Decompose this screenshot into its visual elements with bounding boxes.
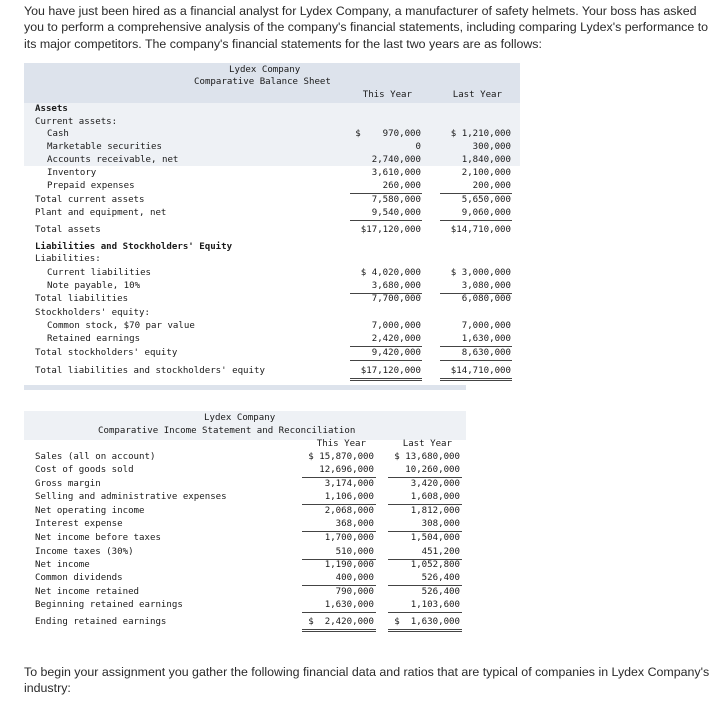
income-statement-row-label: Beginning retained earnings bbox=[35, 600, 183, 610]
balance-sheet-this-year-value: $ 4,020,000 bbox=[360, 268, 421, 278]
income-statement-last-year-value: 451,200 bbox=[421, 547, 460, 557]
balance-sheet-row-label: Total liabilities bbox=[35, 294, 129, 304]
balance-sheet-underline bbox=[440, 220, 512, 221]
balance-sheet-last-year-value: $ 1,210,000 bbox=[450, 129, 511, 139]
balance-sheet-this-year-value: 3,680,000 bbox=[371, 281, 421, 291]
income-statement-col-last-year: Last Year bbox=[402, 439, 452, 449]
income-statement-row-label: Net operating income bbox=[35, 506, 145, 516]
intro-paragraph: You have just been hired as a financial analyst for Lydex Company, a manufacturer of safety helmets. Your boss has asked you to perform a comprehensive analysis of the company's financial statements, including comparing Lydex's performance to its major competitors. The company's financial statements for the last two years are as follows: bbox=[24, 4, 709, 51]
income-statement-this-year-value: 368,000 bbox=[335, 519, 374, 529]
balance-sheet-this-year-value: 260,000 bbox=[382, 181, 421, 191]
balance-sheet-this-year-value: 7,700,000 bbox=[371, 294, 421, 304]
balance-sheet-double-underline bbox=[350, 380, 422, 381]
income-statement-row-label: Ending retained earnings bbox=[35, 617, 167, 627]
income-statement-underline bbox=[388, 585, 462, 586]
balance-sheet-underline bbox=[350, 193, 422, 194]
income-statement-underline bbox=[388, 504, 462, 505]
balance-sheet-col-this-year: This Year bbox=[362, 90, 412, 100]
balance-sheet-last-year-value: 6,080,000 bbox=[461, 294, 511, 304]
balance-sheet-this-year-value: $ 970,000 bbox=[355, 129, 421, 139]
balance-sheet-last-year-value: 7,000,000 bbox=[461, 321, 511, 331]
income-statement-last-year-value: 3,420,000 bbox=[410, 479, 460, 489]
income-statement-this-year-value: 1,106,000 bbox=[324, 492, 374, 502]
balance-sheet-col-last-year: Last Year bbox=[452, 90, 502, 100]
income-statement-row-label: Common dividends bbox=[35, 573, 123, 583]
balance-sheet-last-year-value: $ 3,000,000 bbox=[450, 268, 511, 278]
balance-sheet-last-year-value: 3,080,000 bbox=[461, 281, 511, 291]
income-statement-this-year-value: $ 15,870,000 bbox=[308, 452, 374, 462]
balance-sheet-row-label: Total current assets bbox=[35, 195, 145, 205]
balance-sheet-row-label: Current liabilities bbox=[47, 268, 152, 278]
income-statement-last-year-value: 1,504,000 bbox=[410, 533, 460, 543]
income-statement-top-band bbox=[24, 385, 466, 390]
balance-sheet-last-year-value: $14,710,000 bbox=[450, 225, 511, 235]
income-statement-last-year-value: 526,400 bbox=[421, 587, 460, 597]
balance-sheet-row-label: Prepaid expenses bbox=[47, 181, 135, 191]
income-statement-this-year-value: 3,174,000 bbox=[324, 479, 374, 489]
balance-sheet-underline bbox=[350, 346, 422, 347]
balance-sheet-underline bbox=[350, 360, 422, 361]
balance-sheet-this-year-value: 2,740,000 bbox=[371, 155, 421, 165]
income-statement-underline bbox=[302, 585, 376, 586]
balance-sheet-double-underline bbox=[350, 378, 422, 379]
balance-sheet-row-label: Inventory bbox=[47, 168, 97, 178]
income-statement-underline bbox=[388, 477, 462, 478]
income-statement-underline bbox=[388, 612, 462, 613]
balance-sheet-row-label: Assets bbox=[35, 104, 68, 114]
income-statement-row-label: Gross margin bbox=[35, 479, 101, 489]
balance-sheet-row-label: Current assets: bbox=[35, 117, 118, 127]
income-statement-this-year-value: 1,190,000 bbox=[324, 560, 374, 570]
income-statement-last-year-value: 526,400 bbox=[421, 573, 460, 583]
balance-sheet-row-label: Common stock, $70 par value bbox=[47, 321, 195, 331]
income-statement-row-label: Selling and administrative expenses bbox=[35, 492, 227, 502]
income-statement-last-year-value: 1,103,600 bbox=[410, 600, 460, 610]
balance-sheet-title: Comparative Balance Sheet bbox=[194, 77, 331, 87]
balance-sheet-underline bbox=[440, 346, 512, 347]
balance-sheet-row-label: Retained earnings bbox=[47, 334, 141, 344]
income-statement-underline bbox=[388, 531, 462, 532]
income-statement-last-year-value: $ 13,680,000 bbox=[394, 452, 460, 462]
income-statement-double-underline bbox=[302, 629, 376, 630]
balance-sheet-this-year-value: $17,120,000 bbox=[360, 225, 421, 235]
income-statement-col-this-year: This Year bbox=[316, 439, 366, 449]
income-statement-last-year-value: 308,000 bbox=[421, 519, 460, 529]
balance-sheet-last-year-value: 8,630,000 bbox=[461, 348, 511, 358]
income-statement-this-year-value: 400,000 bbox=[335, 573, 374, 583]
income-statement-underline bbox=[302, 531, 376, 532]
income-statement-row-label: Cost of goods sold bbox=[35, 465, 134, 475]
balance-sheet-last-year-value: 9,060,000 bbox=[461, 208, 511, 218]
income-statement-last-year-value: 1,812,000 bbox=[410, 506, 460, 516]
balance-sheet-last-year-value: 1,840,000 bbox=[461, 155, 511, 165]
balance-sheet-row-label: Total liabilities and stockholders' equity bbox=[35, 366, 265, 376]
income-statement-title: Comparative Income Statement and Reconciliation bbox=[98, 426, 356, 436]
income-statement-double-underline bbox=[302, 631, 376, 632]
income-statement-double-underline bbox=[388, 629, 462, 630]
balance-sheet-table bbox=[24, 63, 520, 383]
income-statement-row-label: Net income bbox=[35, 560, 90, 570]
balance-sheet-row-label: Liabilities and Stockholders' Equity bbox=[35, 242, 233, 252]
balance-sheet-this-year-value: 7,000,000 bbox=[371, 321, 421, 331]
balance-sheet-company: Lydex Company bbox=[229, 65, 301, 75]
income-statement-this-year-value: 1,630,000 bbox=[324, 600, 374, 610]
balance-sheet-row-label: Marketable securities bbox=[47, 142, 162, 152]
balance-sheet-last-year-value: 200,000 bbox=[472, 181, 511, 191]
balance-sheet-double-underline bbox=[440, 380, 512, 381]
income-statement-double-underline bbox=[388, 631, 462, 632]
balance-sheet-row-label: Note payable, 10% bbox=[47, 281, 141, 291]
income-statement-last-year-value: 1,608,000 bbox=[410, 492, 460, 502]
income-statement-row-label: Net income retained bbox=[35, 587, 140, 597]
income-statement-underline bbox=[302, 612, 376, 613]
income-statement-underline bbox=[302, 477, 376, 478]
income-statement-this-year-value: 1,700,000 bbox=[324, 533, 374, 543]
balance-sheet-last-year-value: 5,650,000 bbox=[461, 195, 511, 205]
balance-sheet-double-underline bbox=[440, 378, 512, 379]
balance-sheet-last-year-value: 300,000 bbox=[472, 142, 511, 152]
balance-sheet-underline bbox=[440, 193, 512, 194]
income-statement-this-year-value: 510,000 bbox=[335, 547, 374, 557]
income-statement-company: Lydex Company bbox=[204, 413, 276, 423]
balance-sheet-last-year-value: 1,630,000 bbox=[461, 334, 511, 344]
income-statement-row-label: Income taxes (30%) bbox=[35, 547, 134, 557]
balance-sheet-row-label: Liabilities: bbox=[35, 254, 101, 264]
balance-sheet-row-label: Stockholders' equity: bbox=[35, 308, 150, 318]
balance-sheet-underline bbox=[350, 220, 422, 221]
balance-sheet-this-year-value: $17,120,000 bbox=[360, 366, 421, 376]
income-statement-last-year-value: 10,260,000 bbox=[405, 465, 460, 475]
income-statement-last-year-value: $ 1,630,000 bbox=[394, 617, 460, 627]
income-statement-this-year-value: $ 2,420,000 bbox=[308, 617, 374, 627]
balance-sheet-underline bbox=[440, 360, 512, 361]
balance-sheet-row-label: Accounts receivable, net bbox=[47, 155, 179, 165]
outro-paragraph: To begin your assignment you gather the following financial data and ratios that are typical of companies in Lydex Company's industry: bbox=[24, 665, 710, 696]
balance-sheet-row-label: Plant and equipment, net bbox=[35, 208, 167, 218]
income-statement-table bbox=[24, 385, 466, 635]
balance-sheet-this-year-value: 0 bbox=[415, 142, 421, 152]
income-statement-row-label: Net income before taxes bbox=[35, 533, 161, 543]
balance-sheet-last-year-value: 2,100,000 bbox=[461, 168, 511, 178]
income-statement-row-label: Sales (all on account) bbox=[35, 452, 156, 462]
balance-sheet-row-label: Cash bbox=[47, 129, 69, 139]
income-statement-underline bbox=[302, 504, 376, 505]
income-statement-row-label: Interest expense bbox=[35, 519, 123, 529]
balance-sheet-row-label: Total assets bbox=[35, 225, 101, 235]
balance-sheet-this-year-value: 9,420,000 bbox=[371, 348, 421, 358]
income-statement-last-year-value: 1,052,800 bbox=[410, 560, 460, 570]
balance-sheet-this-year-value: 2,420,000 bbox=[371, 334, 421, 344]
income-statement-this-year-value: 2,068,000 bbox=[324, 506, 374, 516]
balance-sheet-row-label: Total stockholders' equity bbox=[35, 348, 178, 358]
balance-sheet-this-year-value: 9,540,000 bbox=[371, 208, 421, 218]
income-statement-this-year-value: 790,000 bbox=[335, 587, 374, 597]
balance-sheet-last-year-value: $14,710,000 bbox=[450, 366, 511, 376]
balance-sheet-this-year-value: 7,580,000 bbox=[371, 195, 421, 205]
balance-sheet-this-year-value: 3,610,000 bbox=[371, 168, 421, 178]
income-statement-this-year-value: 12,696,000 bbox=[319, 465, 374, 475]
